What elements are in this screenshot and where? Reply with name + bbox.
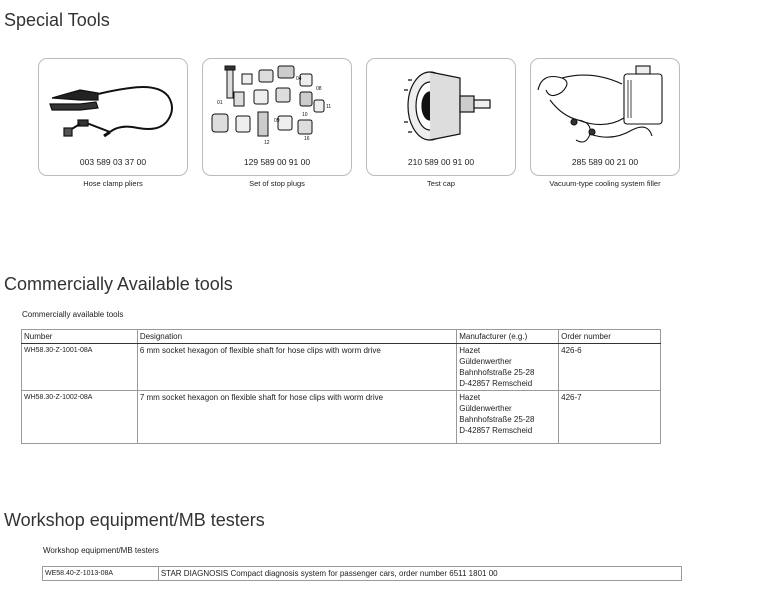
manufacturer-line: Güldenwerther — [459, 357, 512, 366]
special-tools-heading: Special Tools — [4, 10, 110, 30]
tool-order-number: 426-6 — [559, 344, 661, 391]
manufacturer-line: Hazet — [459, 393, 481, 402]
tool-caption: Hose clamp pliers — [83, 179, 143, 188]
tool-designation: 6 mm socket hexagon of flexible shaft for hose clips with worm drive — [137, 344, 456, 391]
manufacturer-line: Bahnhofstraße 25-28 — [459, 415, 535, 424]
tool-manufacturer — [457, 344, 559, 391]
svg-text:09: 09 — [274, 118, 280, 124]
manufacturer-line: Güldenwerther — [459, 404, 512, 413]
column-header-number: Number — [22, 330, 138, 344]
table-row — [22, 344, 661, 391]
tool-number-link[interactable]: WH58.30-Z-1002-08A — [22, 391, 138, 444]
table-header-row — [22, 330, 661, 344]
manufacturer-line: Bahnhofstraße 25-28 — [459, 368, 535, 377]
manufacturer-line: D-42857 Remscheid — [459, 426, 533, 435]
commercial-tools-table — [21, 329, 661, 444]
column-header-order-number: Order number — [559, 330, 661, 344]
vacuum-filler-icon — [532, 60, 676, 152]
tool-caption: Vacuum-type cooling system filler — [549, 179, 661, 188]
table-row — [43, 567, 682, 581]
commercial-tools-subtitle: Commercially available tools — [22, 310, 124, 319]
tool-designation: 7 mm socket hexagon on flexible shaft for hose clips with worm drive — [137, 391, 456, 444]
special-tools-gallery — [38, 58, 684, 188]
tool-part-number: 210 589 00 91 00 — [407, 157, 475, 167]
column-header-manufacturer: Manufacturer (e.g.) — [457, 330, 559, 344]
tool-caption: Set of stop plugs — [249, 179, 305, 188]
tool-caption: Test cap — [427, 179, 455, 188]
tool-part-number: 285 589 00 21 00 — [571, 157, 639, 167]
hose-clamp-pliers-icon — [40, 60, 184, 152]
tool-part-number: 003 589 03 37 00 — [79, 157, 147, 167]
tool-part-number: 129 589 00 91 00 — [243, 157, 311, 167]
stop-plugs-set-icon — [204, 60, 348, 152]
equipment-designation: STAR DIAGNOSIS Compact diagnosis system for passenger cars, order number 6511 1801 00 — [158, 567, 681, 581]
test-cap-icon — [368, 60, 512, 152]
tool-manufacturer — [457, 391, 559, 444]
table-row — [22, 391, 661, 444]
commercial-tools-heading: Commercially Available tools — [4, 274, 233, 294]
workshop-equipment-subtitle: Workshop equipment/MB testers — [43, 546, 159, 555]
svg-text:04: 04 — [296, 76, 302, 82]
tool-number-link[interactable]: WH58.30-Z-1001-08A — [22, 344, 138, 391]
svg-text:01: 01 — [217, 100, 223, 106]
svg-text:10: 10 — [302, 112, 308, 118]
workshop-equipment-heading: Workshop equipment/MB testers — [4, 510, 265, 530]
svg-text:11: 11 — [326, 104, 332, 110]
svg-text:12: 12 — [264, 140, 270, 146]
svg-text:16: 16 — [304, 136, 310, 142]
manufacturer-line: D-42857 Remscheid — [459, 379, 533, 388]
tool-order-number: 426-7 — [559, 391, 661, 444]
workshop-equipment-table — [42, 566, 682, 581]
manufacturer-line: Hazet — [459, 346, 481, 355]
equipment-number-link[interactable]: WE58.40-Z-1013-08A — [43, 567, 159, 581]
column-header-designation: Designation — [137, 330, 456, 344]
svg-text:08: 08 — [316, 86, 322, 92]
